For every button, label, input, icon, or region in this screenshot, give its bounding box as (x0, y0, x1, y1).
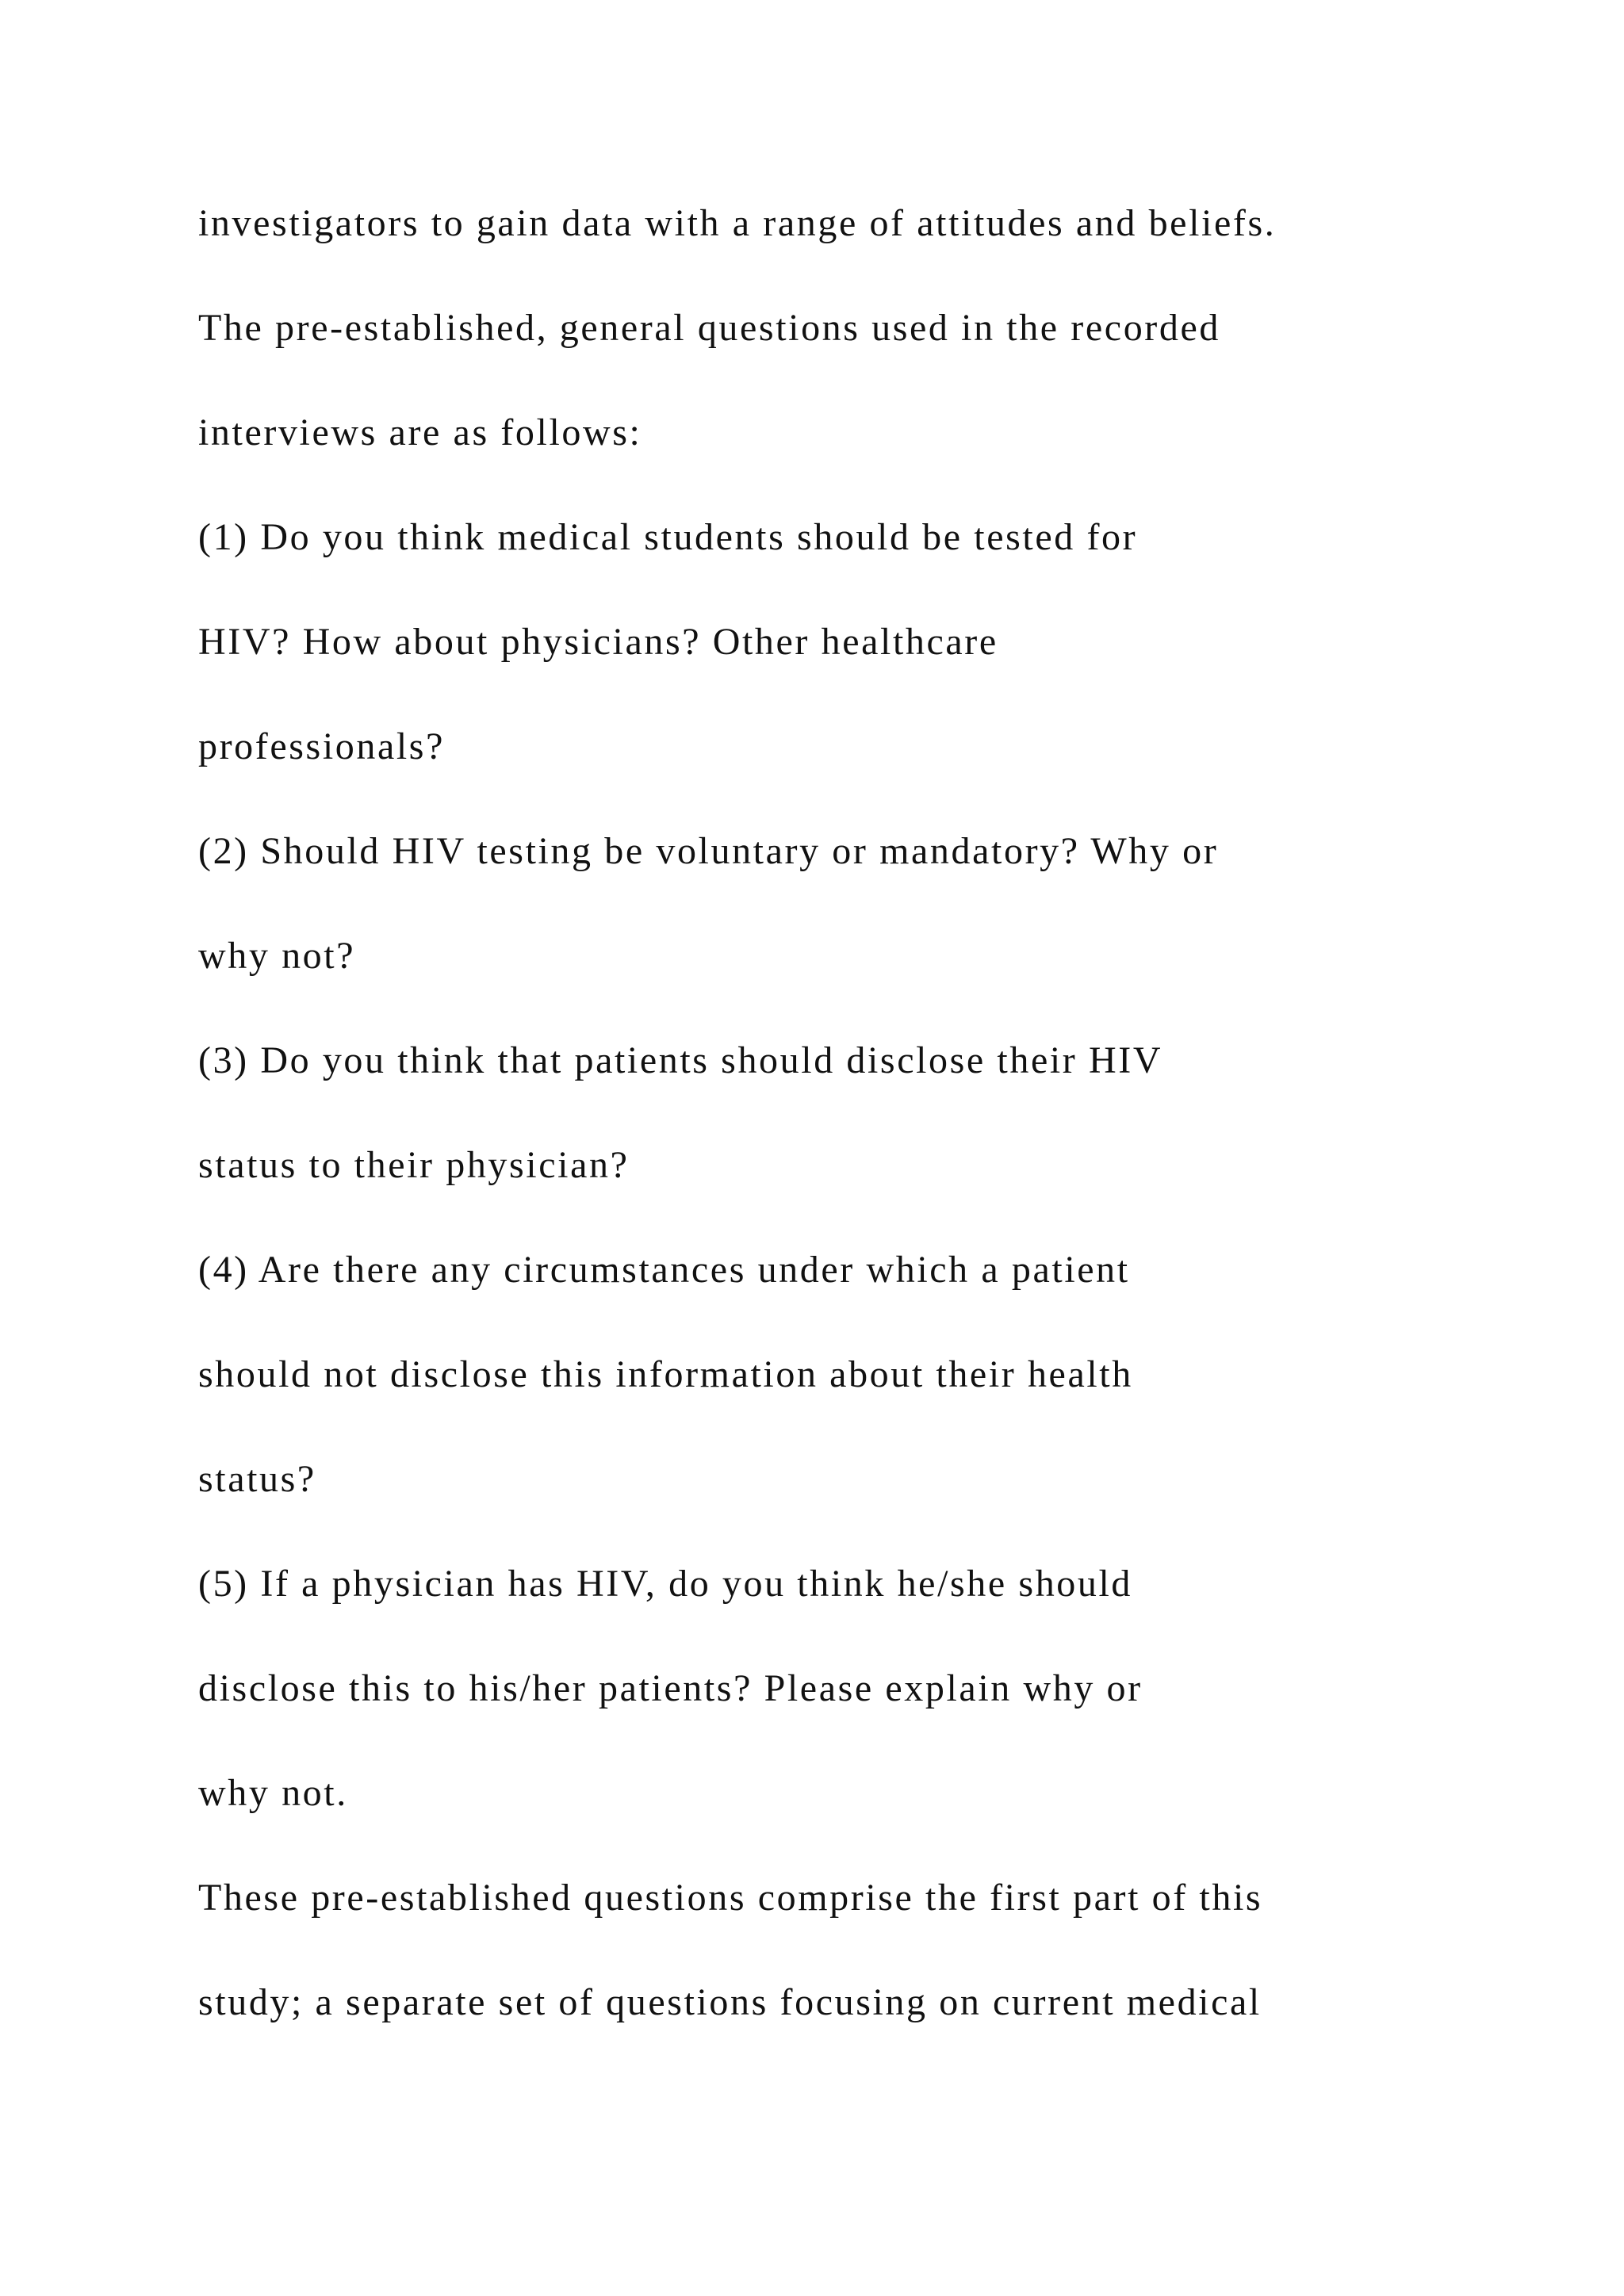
question-1-line: (1) Do you think medical students should be tested for (198, 516, 1138, 558)
question-1-line: professionals? (198, 725, 445, 767)
question-4-line: status? (198, 1458, 316, 1500)
text-line: These pre-established questions comprise the first part of this (198, 1877, 1263, 1919)
body-text (198, 171, 1546, 2055)
question-5-line: (5) If a physician has HIV, do you think he/she should (198, 1563, 1133, 1605)
question-2-line: why not? (198, 935, 356, 977)
question-1-line: HIV? How about physicians? Other healthcare (198, 621, 998, 663)
question-3-line: status to their physician? (198, 1144, 630, 1186)
question-4-line: should not disclose this information about their health (198, 1353, 1133, 1395)
question-5-line: why not. (198, 1772, 348, 1814)
question-5-line: disclose this to his/her patients? Please explain why or (198, 1667, 1143, 1709)
question-4-line: (4) Are there any circumstances under which a patient (198, 1249, 1130, 1291)
text-line: interviews are as follows: (198, 411, 642, 453)
question-3-line: (3) Do you think that patients should disclose their HIV (198, 1039, 1163, 1081)
text-line: The pre-established, general questions used in the recorded (198, 307, 1220, 349)
text-line: investigators to gain data with a range of attitudes and beliefs. (198, 202, 1277, 244)
question-2-line: (2) Should HIV testing be voluntary or mandatory? Why or (198, 830, 1219, 872)
text-line: study; a separate set of questions focusing on current medical (198, 1981, 1262, 2023)
